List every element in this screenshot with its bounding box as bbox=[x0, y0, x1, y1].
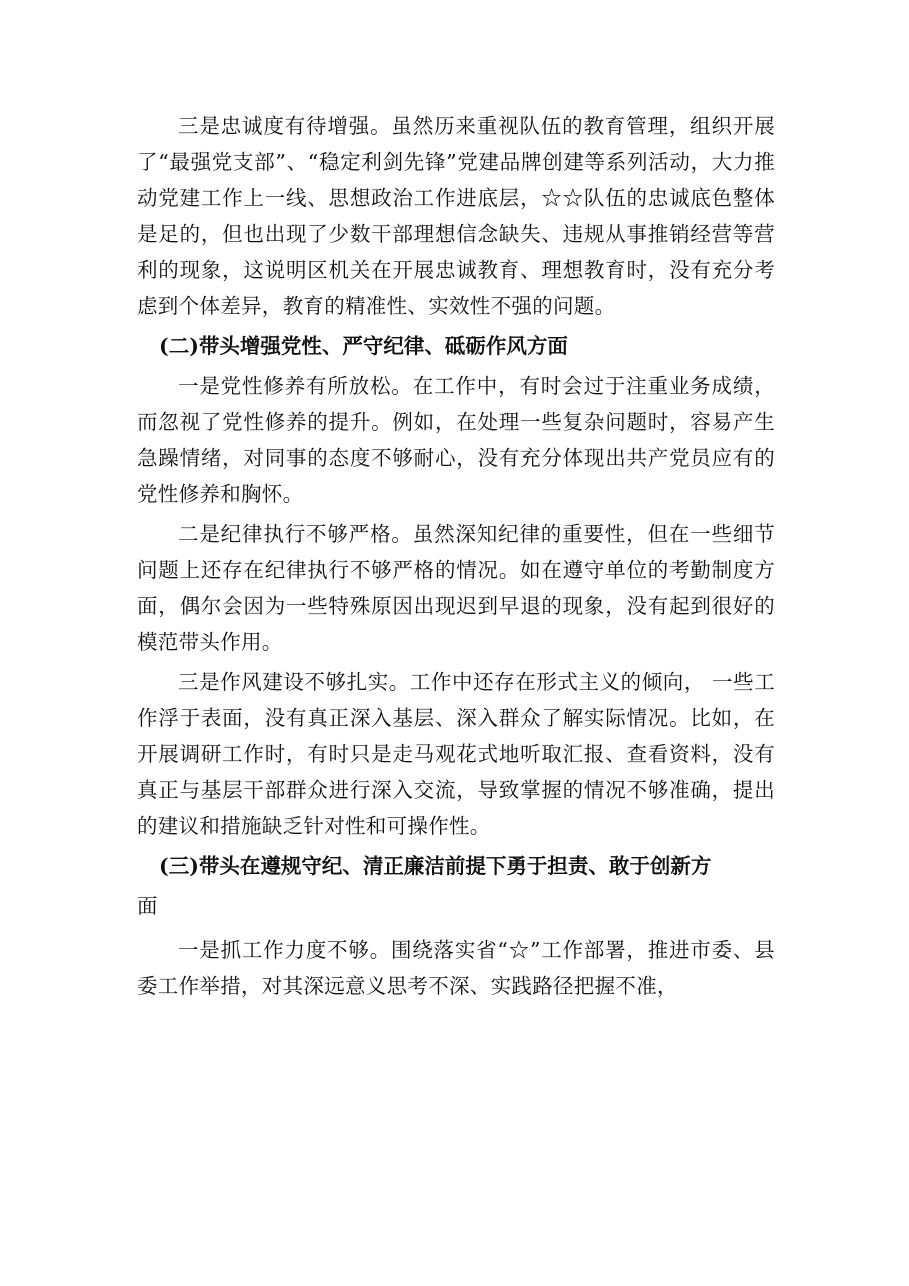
paragraph-work-style: 三是作风建设不够扎实。工作中还存在形式主义的倾向， 一些工作浮于表面，没有真正深入基层、深入群众了解实际情况。比如，在开展调研工作时，有时只是走马观花式地听取汇报、查看资料，没有真正与基层干部群众进行深入交流，导致掌握的情况不够准确，提出的建议和措施缺乏针对性和可操作性。 bbox=[137, 670, 775, 838]
paragraph-loyalty: 三是忠诚度有待增强。虽然历来重视队伍的教育管理，组织开展了“最强党支部”、“稳定利剑先锋”党建品牌创建等系列活动，大力推动党建工作上一线、思想政治工作进底层，☆☆队伍的忠诚底色整体是足的，但也出现了少数干部理想信念缺失、违规从事推销经营等营利的现象，这说明区机关在开展忠诚教育、理想教育时，没有充分考虑到个体差异，教育的精准性、实效性不强的问题。 bbox=[137, 114, 775, 318]
paragraph-discipline: 二是纪律执行不够严格。虽然深知纪律的重要性，但在一些细节问题上还存在纪律执行不够严格的情况。如在遵守单位的考勤制度方面，偶尔会因为一些特殊原因出现迟到早退的现象，没有起到很好的模范带头作用。 bbox=[137, 522, 775, 654]
document-body bbox=[137, 108, 775, 1004]
paragraph-party-spirit: 一是党性修养有所放松。在工作中，有时会过于注重业务成绩，而忽视了党性修养的提升。例如，在处理一些复杂问题时，容易产生急躁情绪，对同事的态度不够耐心，没有充分体现出共产党员应有的党性修养和胸怀。 bbox=[137, 374, 775, 506]
section-heading-3-continuation: 面 bbox=[137, 894, 158, 918]
paragraph-work-intensity: 一是抓工作力度不够。围绕落实省“☆”工作部署，推进市委、县委工作举措，对其深远意义思考不深、实践路径把握不准， bbox=[137, 938, 775, 998]
section-heading-3: (三)带头在遵规守纪、清正廉洁前提下勇于担责、敢于创新方 bbox=[159, 854, 712, 878]
section-heading-2: (二)带头增强党性、严守纪律、砥砺作风方面 bbox=[159, 334, 568, 358]
